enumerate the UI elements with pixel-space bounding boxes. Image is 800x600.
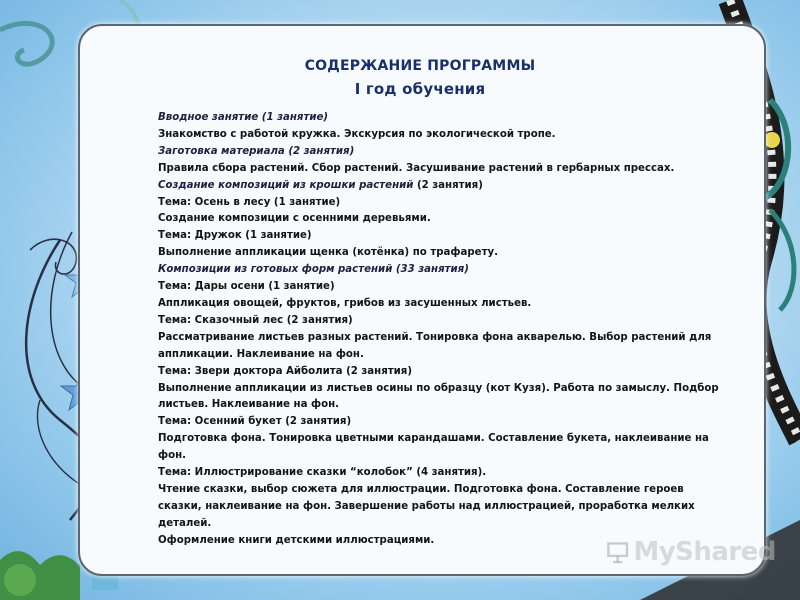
watermark-logo [606,532,776,572]
content-line: Чтение сказки, выбор сюжета для иллюстрации. Подготовка фона. Составление героев сказки, наклеивание на фон. Завершение работы над иллюстрацией, проработка мелких деталей. [158,483,695,529]
program-content [158,110,728,550]
content-line: Знакомство с работой кружка. Экскурсия по экологической тропе. [158,128,556,140]
content-line: Рассматривание листьев разных растений. Тонировка фона акварелью. Выбор растений для аппликации. Наклеивание на фон. [158,331,712,360]
content-line: Подготовка фона. Тонировка цветными карандашами. Составление букета, наклеивание на фон. [158,433,709,462]
content-line: Тема: Дружок (1 занятие) [158,230,312,242]
content-line: Оформление книги детскими иллюстрациями. [158,534,435,546]
content-line: Тема: Дары осени (1 занятие) [158,281,335,293]
content-line: Композиции из готовых форм растений (33 занятия) [158,264,469,276]
content-line: Создание композиции с осенними деревьями. [158,213,431,225]
content-line: Тема: Осенний букет (2 занятия) [158,416,352,428]
content-line: Тема: Иллюстрирование сказки “колобок” (4 занятия). [158,467,487,479]
content-line: Вводное занятие (1 занятие) [158,112,329,123]
page-subtitle: I год обучения [354,80,486,98]
content-line: Выполнение аппликации из листьев осины по образцу (кот Кузя). Работа по замыслу. Подбор листьев. Наклеивание на фон. [158,382,719,411]
content-line [158,178,728,195]
content-line-plain-part: (2 занятия) [413,179,483,191]
content-line-italic-part: Создание композиций из крошки растений [158,179,414,191]
content-line: Выполнение аппликации щенка (котёнка) по трафарету. [158,247,498,259]
content-line: Тема: Осень в лесу (1 занятие) [158,196,341,208]
presentation-board-icon [606,537,629,567]
content-line: Аппликация овощей, фруктов, грибов из засушенных листьев. [158,297,532,309]
page-title: СОДЕРЖАНИЕ ПРОГРАММЫ [304,58,536,74]
content-line: Заготовка материала (2 занятия) [158,145,355,157]
watermark-text: MyShared [633,537,776,567]
content-line: Тема: Звери доктора Айболита (2 занятия) [158,365,412,377]
content-line: Правила сбора растений. Сбор растений. Засушивание растений в гербарных прессах. [158,162,675,174]
content-line: Тема: Сказочный лес (2 занятия) [158,314,353,326]
